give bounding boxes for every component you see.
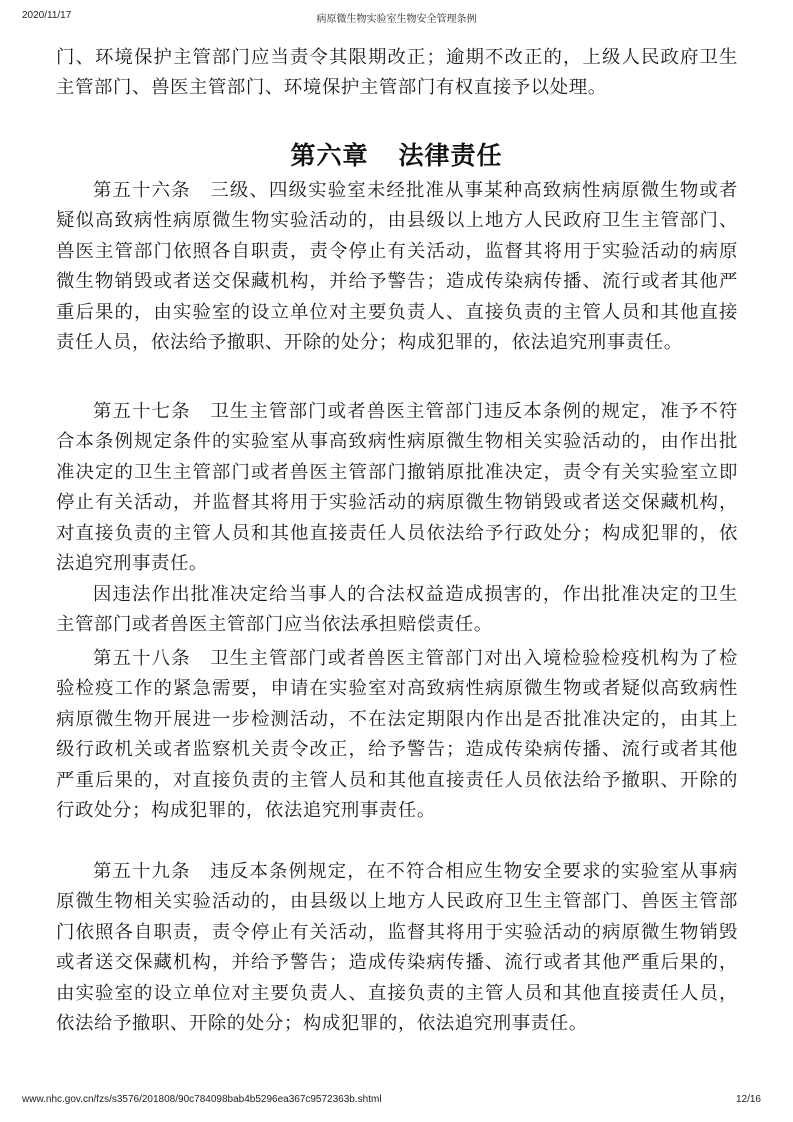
article-56: 第五十六条 三级、四级实验室未经批准从事某种高致病性病原微生物或者疑似高致病性病原微生物实验活动的，由县级以上地方人民政府卫生主管部门、兽医主管部门依照各自职责，责令停止有关活动，监督其将用于实验活动的病原微生物销毁或者送交保藏机构，并给予警告；造成传染病传播、流行或者其他严重后果的，由实验室的设立单位对主要负责人、直接负责的主管人员和其他直接责任人员，依法给予撤职、开除的处分；构成犯罪的，依法追究刑事责任。 (56, 180, 738, 354)
article-57: 第五十七条 卫生主管部门或者兽医主管部门违反本条例的规定，准予不符合本条例规定条件的实验室从事高致病性病原微生物相关实验活动的，由作出批准决定的卫生主管部门或者兽医主管部门撤销原批准决定，责令有关实验室立即停止有关活动，并监督其将用于实验活动的病原微生物销毁或者送交保藏机构，对直接负责的主管人员和其他直接责任人员依法给予行政处分；构成犯罪的，依法追究刑事责任。 (56, 401, 738, 575)
page-number: 12/16 (735, 1094, 761, 1105)
page-url: www.nhc.gov.cn/fzs/s3576/201808/90c784098bab4b5296ea367c9572363b.shtml (22, 1094, 382, 1105)
chapter-heading (0, 138, 793, 174)
chapter-number: 第六章 (290, 141, 369, 170)
article-59: 第五十九条 违反本条例规定，在不符合相应生物安全要求的实验室从事病原微生物相关实验活动的，由县级以上地方人民政府卫生主管部门、兽医主管部门依照各自职责，责令停止有关活动，监督其将用于实验活动的病原微生物销毁或者送交保藏机构，并给予警告；造成传染病传播、流行或者其他严重后果的，由实验室的设立单位对主要负责人、直接负责的主管人员和其他直接责任人员，依法给予撤职、开除的处分；构成犯罪的，依法追究刑事责任。 (56, 861, 738, 1035)
document-title: 病原微生物实验室生物安全管理条例 (316, 14, 477, 25)
print-date: 2020/11/17 (22, 10, 72, 21)
article-58: 第五十八条 卫生主管部门或者兽医主管部门对出入境检验检疫机构为了检验检疫工作的紧急需要，申请在实验室对高致病性病原微生物或者疑似高致病性病原微生物开展进一步检测活动，不在法定期限内作出是否批准决定的，由其上级行政机关或者监察机关责令改正，给予警告；造成传染病传播、流行或者其他严重后果的，对直接负责的主管人员和其他直接责任人员依法给予撤职、开除的行政处分；构成犯罪的，依法追究刑事责任。 (56, 648, 738, 822)
chapter-name: 法律责任 (398, 141, 503, 170)
article-57-paragraph-2: 因违法作出批准决定给当事人的合法权益造成损害的，作出批准决定的卫生主管部门或者兽医主管部门应当依法承担赔偿责任。 (56, 584, 738, 636)
continuation-paragraph: 门、环境保护主管部门应当责令其限期改正；逾期不改正的，上级人民政府卫生主管部门、兽医主管部门、环境保护主管部门有权直接予以处理。 (56, 47, 738, 99)
